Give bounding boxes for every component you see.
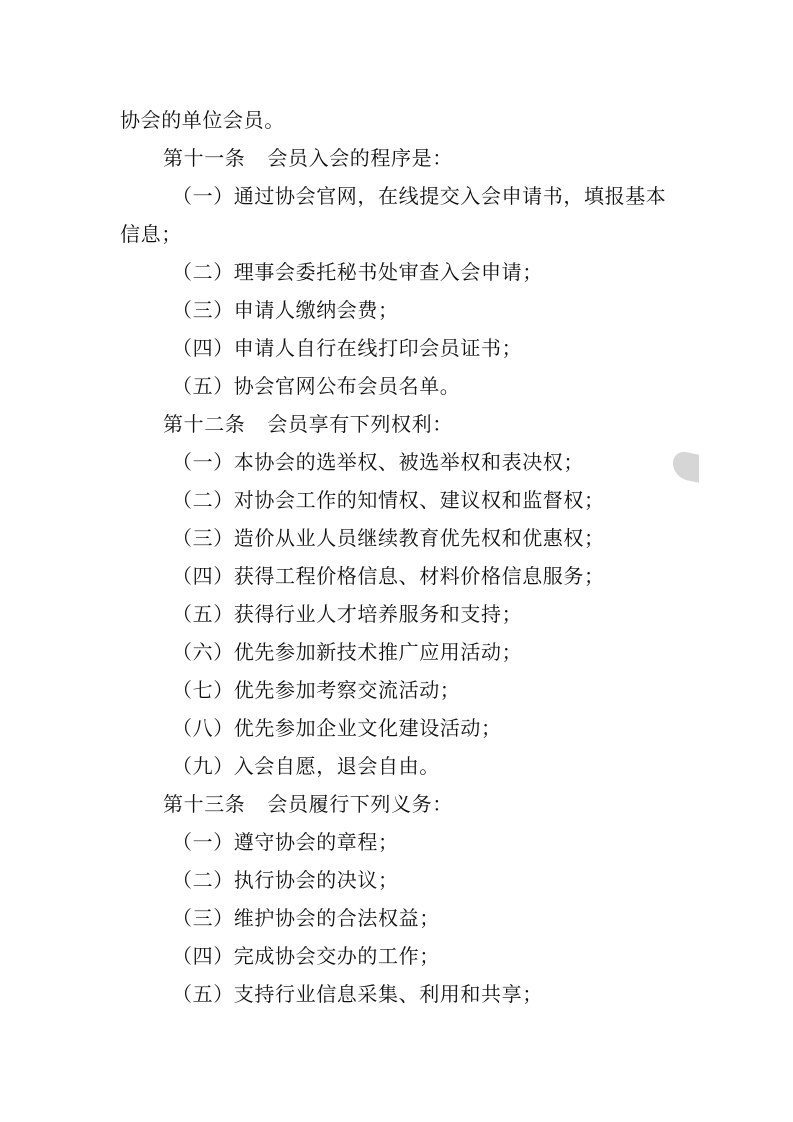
text-line: 信息； <box>120 222 182 246</box>
article-heading <box>163 144 453 172</box>
list-item: （二）对协会工作的知情权、建议权和监督权； <box>172 488 605 512</box>
list-item: （五）获得行业人才培养服务和支持； <box>172 602 523 626</box>
list-item: （八）优先参加企业文化建设活动； <box>172 716 502 740</box>
list-item: （一）本协会的选举权、被选举权和表决权； <box>172 450 584 474</box>
article-number: 第十二条 <box>163 412 246 436</box>
list-item: （四）申请人自行在线打印会员证书； <box>172 336 523 360</box>
list-item: （三）申请人缴纳会费； <box>172 298 399 322</box>
article-heading <box>163 790 453 818</box>
side-scroll-tab[interactable] <box>673 449 699 483</box>
article-heading <box>163 410 453 438</box>
list-item: （三）维护协会的合法权益； <box>172 906 440 930</box>
text-line: 协会的单位会员。 <box>120 108 285 132</box>
list-item: （二）执行协会的决议； <box>172 868 399 892</box>
list-item: （一）通过协会官网，在线提交入会申请书，填报基本 <box>172 184 667 208</box>
list-item: （七）优先参加考察交流活动； <box>172 678 461 702</box>
article-title: 会员享有下列权利： <box>267 412 453 436</box>
article-number: 第十三条 <box>163 792 246 816</box>
list-item: （五）支持行业信息采集、利用和共享； <box>172 982 543 1006</box>
list-item: （四）完成协会交办的工作； <box>172 944 440 968</box>
article-number: 第十一条 <box>163 146 246 170</box>
list-item: （一）遵守协会的章程； <box>172 830 399 854</box>
list-item: （二）理事会委托秘书处审查入会申请； <box>172 260 543 284</box>
article-title: 会员入会的程序是： <box>267 146 453 170</box>
list-item: （五）协会官网公布会员名单。 <box>172 374 461 398</box>
list-item: （六）优先参加新技术推广应用活动； <box>172 640 523 664</box>
list-item: （四）获得工程价格信息、材料价格信息服务； <box>172 564 605 588</box>
list-item: （三）造价从业人员继续教育优先权和优惠权； <box>172 526 605 550</box>
list-item: （九）入会自愿，退会自由。 <box>172 754 440 778</box>
article-title: 会员履行下列义务： <box>267 792 453 816</box>
